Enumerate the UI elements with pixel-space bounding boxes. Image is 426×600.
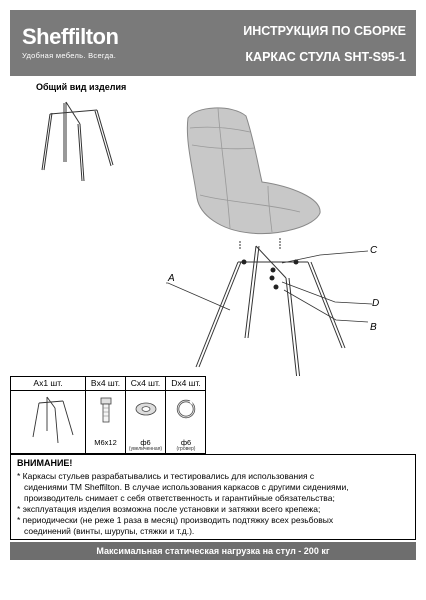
brand-tagline: Удобная мебель. Всегда. bbox=[22, 51, 117, 60]
part-c-header: Cx4 шт. bbox=[126, 377, 165, 391]
part-b-cell bbox=[86, 377, 126, 453]
brand-logo: Sheffilton bbox=[22, 24, 119, 49]
overview-label: Общий вид изделия bbox=[36, 82, 127, 92]
callout-b-leader bbox=[284, 290, 368, 322]
washer-icon bbox=[126, 395, 166, 425]
part-d-cell bbox=[166, 377, 206, 453]
document-title: ИНСТРУКЦИЯ ПО СБОРКЕ bbox=[243, 24, 406, 38]
callout-d-leader bbox=[282, 282, 372, 304]
chair-seat-drawing bbox=[187, 108, 320, 234]
max-load-banner: Максимальная статическая нагрузка на стул - 200 кг bbox=[10, 542, 416, 560]
parts-table bbox=[10, 376, 206, 454]
warning-line: сидениями ТМ Sheffilton. В случае использования каркасов с другими сидениями, bbox=[24, 482, 349, 492]
part-c-note: (увеличенная) bbox=[128, 446, 163, 452]
callout-a-leader bbox=[166, 283, 230, 310]
warning-line: * эксплуатация изделия возможна после установки и затяжки всего крепежа; bbox=[17, 504, 321, 514]
warning-box bbox=[10, 454, 416, 540]
chair-frame-drawing bbox=[196, 238, 345, 376]
bolt-icon bbox=[86, 395, 126, 435]
part-a-cell bbox=[11, 377, 86, 453]
part-b-caption: M6x12 bbox=[94, 438, 117, 447]
callout-b: B bbox=[370, 322, 377, 333]
part-b-header: Bx4 шт. bbox=[86, 377, 125, 391]
callout-c: C bbox=[370, 245, 378, 256]
part-c-caption: ф6 bbox=[140, 438, 151, 447]
document-subtitle: КАРКАС СТУЛА SHT-S95-1 bbox=[245, 50, 406, 64]
callout-a: A bbox=[168, 273, 175, 284]
part-a-header: Ax1 шт. bbox=[11, 377, 85, 391]
part-d-note: (гровер) bbox=[176, 446, 196, 452]
spring-washer-icon bbox=[166, 395, 206, 425]
callout-d: D bbox=[372, 298, 380, 309]
warning-line: соединений (винты, шурупы, стяжки и т.д.). bbox=[24, 526, 195, 536]
warning-line: * периодически (не реже 1 раза в месяц) производить подтяжку всех резьбовых bbox=[17, 515, 334, 525]
warning-line: * Каркасы стульев разрабатывались и тестировались для использования с bbox=[17, 471, 315, 481]
warning-line: производитель снимает с себя ответственность и гарантийные обязательства; bbox=[24, 493, 335, 503]
part-a-icon bbox=[11, 391, 86, 453]
part-c-cell bbox=[126, 377, 166, 453]
part-d-header: Dx4 шт. bbox=[166, 377, 206, 391]
frame-overview-drawing bbox=[42, 102, 113, 181]
warning-title: ВНИМАНИЕ! bbox=[17, 458, 73, 468]
part-d-caption: ф6 bbox=[180, 438, 192, 447]
